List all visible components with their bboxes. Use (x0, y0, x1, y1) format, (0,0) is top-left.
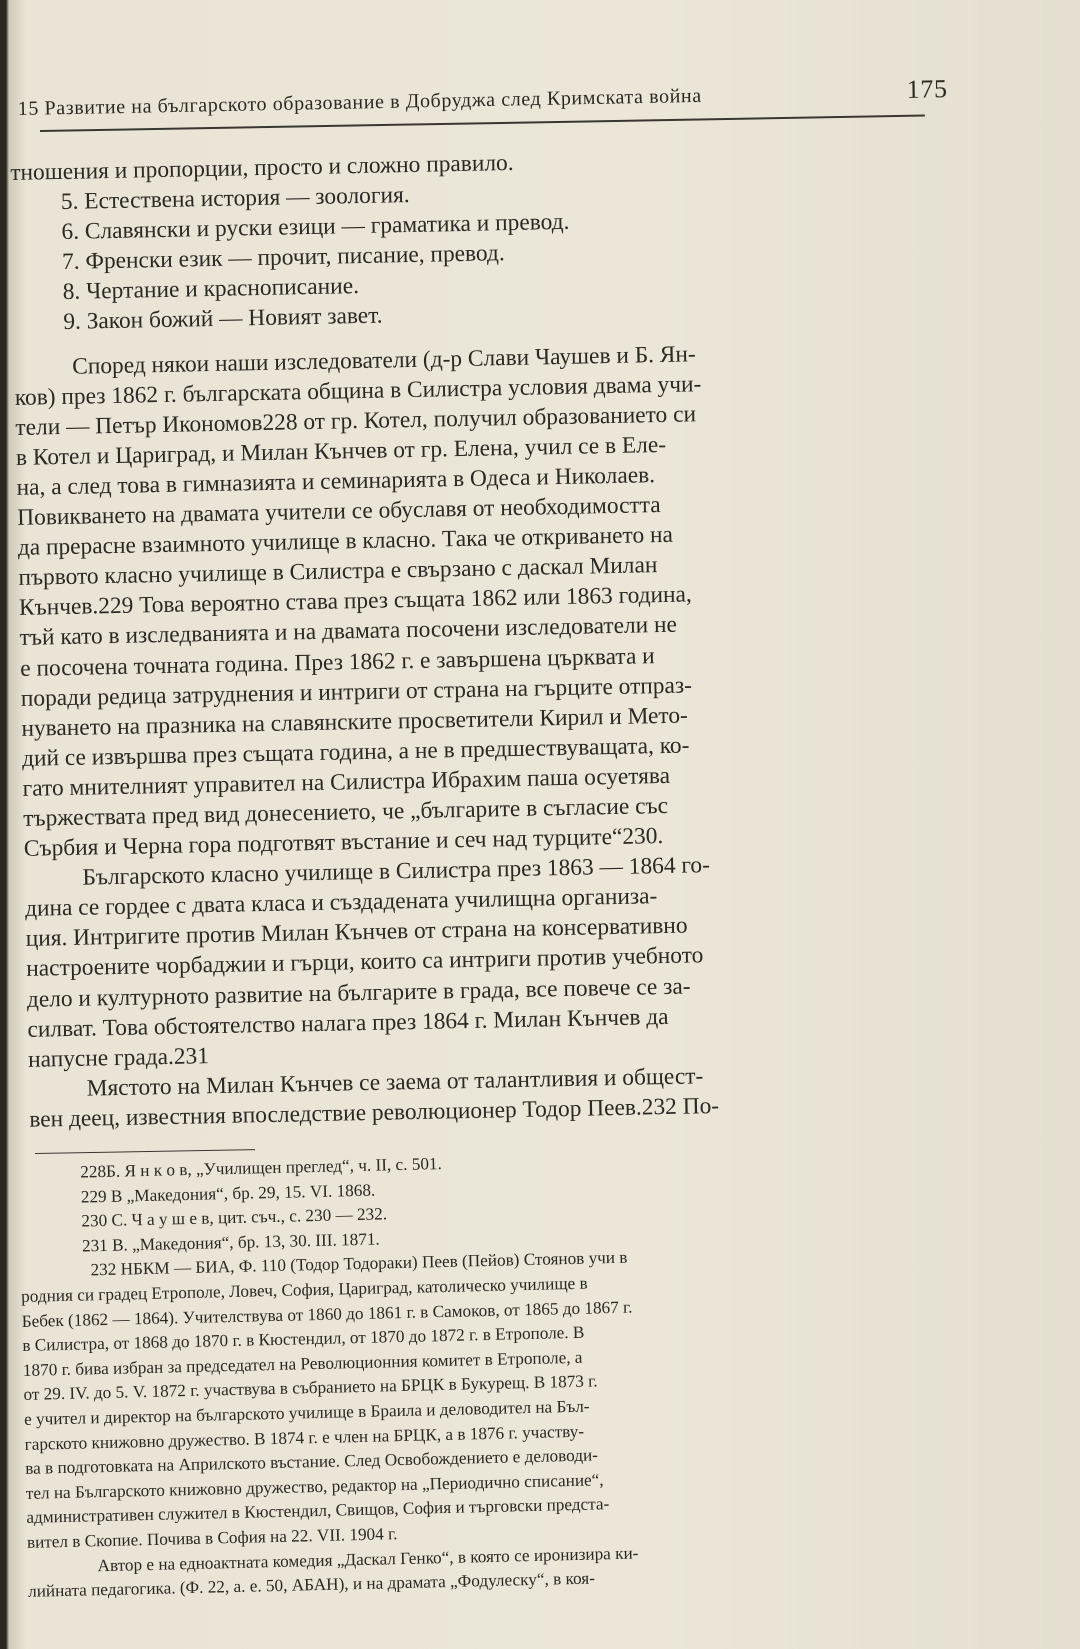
text-line: тъй като в изследванията и на двамата посочени изследователи не (19, 612, 678, 652)
text-line: поради редица затруднения и интриги от страна на гърците отпраз- (20, 672, 693, 712)
footnote-line: лийната педагогика. (Ф. 22, а. е. 50, АБАН), и на драмата „Фодулеску“, в коя- (27, 1568, 596, 1601)
running-header (17, 74, 947, 122)
text-line: Българското класно училище в Силистра през 1863 — 1864 го- (82, 852, 711, 891)
text-line: ков) през 1862 г. българската община в Силистра условия двама учи- (14, 370, 702, 411)
text-line: Сърбия и Черна гора подготвят въстание и сеч над турците“230. (23, 823, 664, 862)
footnote-line: 228Б. Я н к о в, „Училищен преглед“, ч. II, с. 501. (80, 1154, 443, 1182)
footnote-line: 231 В. „Македония“, бр. 13, 30. III. 1871. (81, 1229, 380, 1256)
running-title: 15 Развитие на българското образование в Добруджа след Кримската война (17, 84, 702, 121)
text-line: в Котел и Цариград, и Милан Кънчев от гр. Елена, учил се в Еле- (15, 431, 667, 471)
footnote-line: е учител и директор на българското училище в Браила и деловодител на Бъл- (23, 1396, 590, 1429)
footnote-line: 1870 г. бива избран за председател на Революционния комитет в Етрополе, а (22, 1347, 583, 1380)
text-line: първото класно училище в Силистра е свързано с даскал Милан (18, 552, 658, 592)
list-item: 9. Закон божий — Новият завет. (63, 303, 383, 336)
text-line: вен деец, известния впоследствие революционер Тодор Пеев.232 По- (29, 1092, 720, 1133)
text-line: Мястото на Милан Кънчев се заема от талантливия и общест- (86, 1063, 704, 1102)
footnotes (18, 1139, 1013, 1605)
footnote-line: 230 С. Ч а у ш е в, цит. съч., с. 230 — 232. (81, 1204, 388, 1231)
text-line: дело и културното развитие на българите в града, все повече се за- (26, 973, 691, 1013)
footnote-line: тел на Българското книжовно дружество, редактор на „Периодично списание“, (25, 1470, 604, 1503)
page-number: 175 (906, 74, 948, 104)
footnote-line: от 29. IV. до 5. V. 1872 г. участвува в събранието на БРЦК в Букурещ. В 1873 г. (23, 1371, 598, 1405)
text-line: тношения и пропорции, просто и сложно правило. (10, 149, 514, 186)
footnote-rule (35, 1149, 255, 1154)
text-line: тържествата пред вид донесението, че „българите в съгласие със (23, 792, 669, 832)
footnote-line: Бебек (1862 — 1864). Учителствува от 1860 до 1861 г. в Самоков, от 1865 до 1867 г. (21, 1297, 633, 1331)
list-item: 8. Чертание и краснописание. (62, 273, 360, 306)
text-line: Повикването на двамата учители се обуславя от необходимостта (16, 492, 661, 531)
footnote-line: Автор е на едноактната комедия „Даскал Генко“, в която се иронизира ки- (97, 1542, 639, 1575)
list-item: 5. Естествена история — зоология. (60, 182, 410, 216)
text-line: на, а след това в гимназията и семинарията в Одеса и Николаев. (16, 462, 656, 501)
text-line: силват. Това обстоятелство налага през 1864 г. Милан Кънчев да (27, 1003, 669, 1043)
footnote-line: административен служител в Кюстендил, Свищов, София и търговски предста- (26, 1494, 610, 1528)
text-line: да прерасне взаимното училище в класно. Така че откриването на (17, 521, 674, 562)
text-line: Според някои наши изследователи (д-р Слави Чаушев и Б. Ян- (71, 340, 696, 380)
text-line: ция. Интригите против Милан Кънчев от страна на консервативно (25, 912, 688, 953)
footnote-line: ва в подготовката на Априлското въстание. След Освобождението е деловоди- (25, 1445, 599, 1479)
text-line: тели — Петър Икономов228 от гр. Котел, получил образованието си (15, 401, 697, 441)
text-line: е посочена точната година. През 1862 г. е завършена църквата и (19, 642, 655, 682)
list-item: 7. Френски език — прочит, писание, превод. (61, 240, 505, 276)
footnote-line: 229 В „Македония“, бр. 29, 15. VI. 1868. (80, 1180, 376, 1207)
footnote-line: родния си градец Етрополе, Ловеч, София, Цариград, католическо училище в (20, 1273, 588, 1306)
main-text (10, 138, 1004, 1134)
text-line: дина се гордее с двата класа и създадената училищна организа- (24, 883, 658, 923)
text-line: дий се извършва през същата година, а не в предшествуващата, ко- (21, 732, 690, 772)
text-line: гато мнителният управител на Силистра Ибрахим паша осуетява (22, 762, 671, 802)
text-line: настроените чорбаджии и гърци, които са интриги против учебното (26, 942, 704, 983)
footnote-line: 232 НБКМ — БИА, Ф. 110 (Тодор Тодораки) Пеев (Пейов) Стоянов учи в (90, 1248, 628, 1280)
footnote-line: гарското книжовно дружество. В 1874 г. е член на БРЦК, а в 1876 г. участву- (24, 1421, 585, 1454)
footnote-line: вител в Скопие. Почива в София на 22. VII. 1904 г. (26, 1524, 398, 1552)
text-line: напусне града.231 (27, 1042, 210, 1073)
text-line: нуването на празника на славянските просветители Кирил и Мето- (21, 702, 689, 742)
list-item: 6. Славянски и руски езици — граматика и превод. (61, 208, 570, 246)
footnote-line: в Силистра, от 1868 до 1870 г. в Кюстендил, от 1870 до 1872 г. в Етрополе. В (22, 1322, 585, 1356)
text-line: Кънчев.229 Това вероятно става през същата 1862 или 1863 година, (18, 581, 693, 622)
